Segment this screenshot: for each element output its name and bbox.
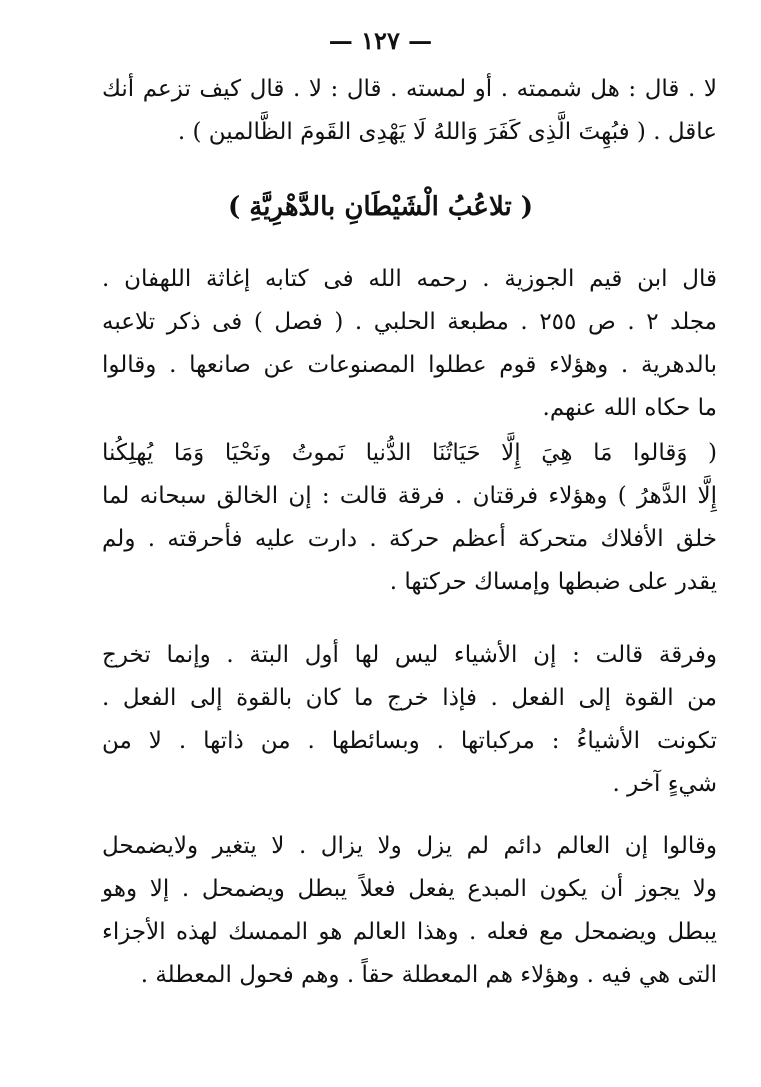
paragraph-4: [102, 825, 717, 997]
section-heading: ( تلاعُبُ الْشَيْطَانِ بالدَّهْرِيَّةِ ): [227, 192, 534, 222]
text-line: إِلَّا الدَّهرُ ) وهؤلاء فرقتان . فرقة قالت : إن الخالق سبحانه لما: [102, 483, 717, 509]
text-line: شيءٍ آخر .: [612, 771, 717, 797]
text-line: خلق الأفلاك متحركة أعظم حركة . دارت عليه فأحرقته . ولم: [102, 526, 717, 552]
text-line: من القوة إلى الفعل . فإذا خرج ما كان بالقوة إلى الفعل .: [102, 685, 717, 711]
text-line: عاقل . ( فبُهِتَ الَّذِى كَفَرَ وَاللهُ لَا يَهْدِى القَومَ الظَّالمين ) .: [177, 119, 717, 145]
text-line: وفرقة قالت : إن الأشياء ليس لها أول البتة . وإنما تخرج: [102, 642, 717, 668]
paragraph-1: [102, 258, 717, 430]
text-line: يبطل ويضمحل مع فعله . وهذا العالم هو الممسك لهذه الأجزاء: [102, 919, 717, 945]
paragraph-3: [102, 634, 717, 806]
paragraph-2: [102, 432, 717, 604]
text-line: ولا يجوز أن يكون المبدع يفعل فعلاً يبطل ويضمحل . إلا وهو: [102, 876, 717, 902]
text-line: التى هي فيه . وهؤلاء هم المعطلة حقاً . وهم فحول المعطلة .: [140, 962, 717, 988]
text-line: تكونت الأشياءُ : مركباتها . وبسائطها . من ذاتها . لا من: [102, 728, 717, 754]
text-line: لا . قال : هل شممته . أو لمسته . قال : لا . قال كيف تزعم أنك: [102, 76, 717, 102]
text-line: ما حكاه الله عنهم.: [542, 395, 717, 421]
text-line: ( وَقالوا مَا هِيَ إِلَّا حَيَاتُنَا الدُّنيا نَموتُ ونَحْيَا وَمَا يُهلِكُنا: [102, 440, 717, 466]
text-line: بالدهرية . وهؤلاء قوم عطلوا المصنوعات عن صانعها . وقالوا: [102, 352, 717, 378]
intro-paragraph: [102, 68, 717, 154]
page-number: — ١٢٧ —: [328, 26, 433, 55]
text-line: يقدر على ضبطها وإمساك حركتها .: [389, 569, 717, 595]
text-line: قال ابن قيم الجوزية . رحمه الله فى كتابه إغاثة اللهفان .: [102, 266, 717, 292]
text-line: مجلد ٢ . ص ٢٥٥ . مطبعة الحلبي . ( فصل ) فى ذكر تلاعبه: [102, 309, 717, 335]
text-line: وقالوا إن العالم دائم لم يزل ولا يزال . لا يتغير ولايضمحل: [102, 833, 717, 859]
